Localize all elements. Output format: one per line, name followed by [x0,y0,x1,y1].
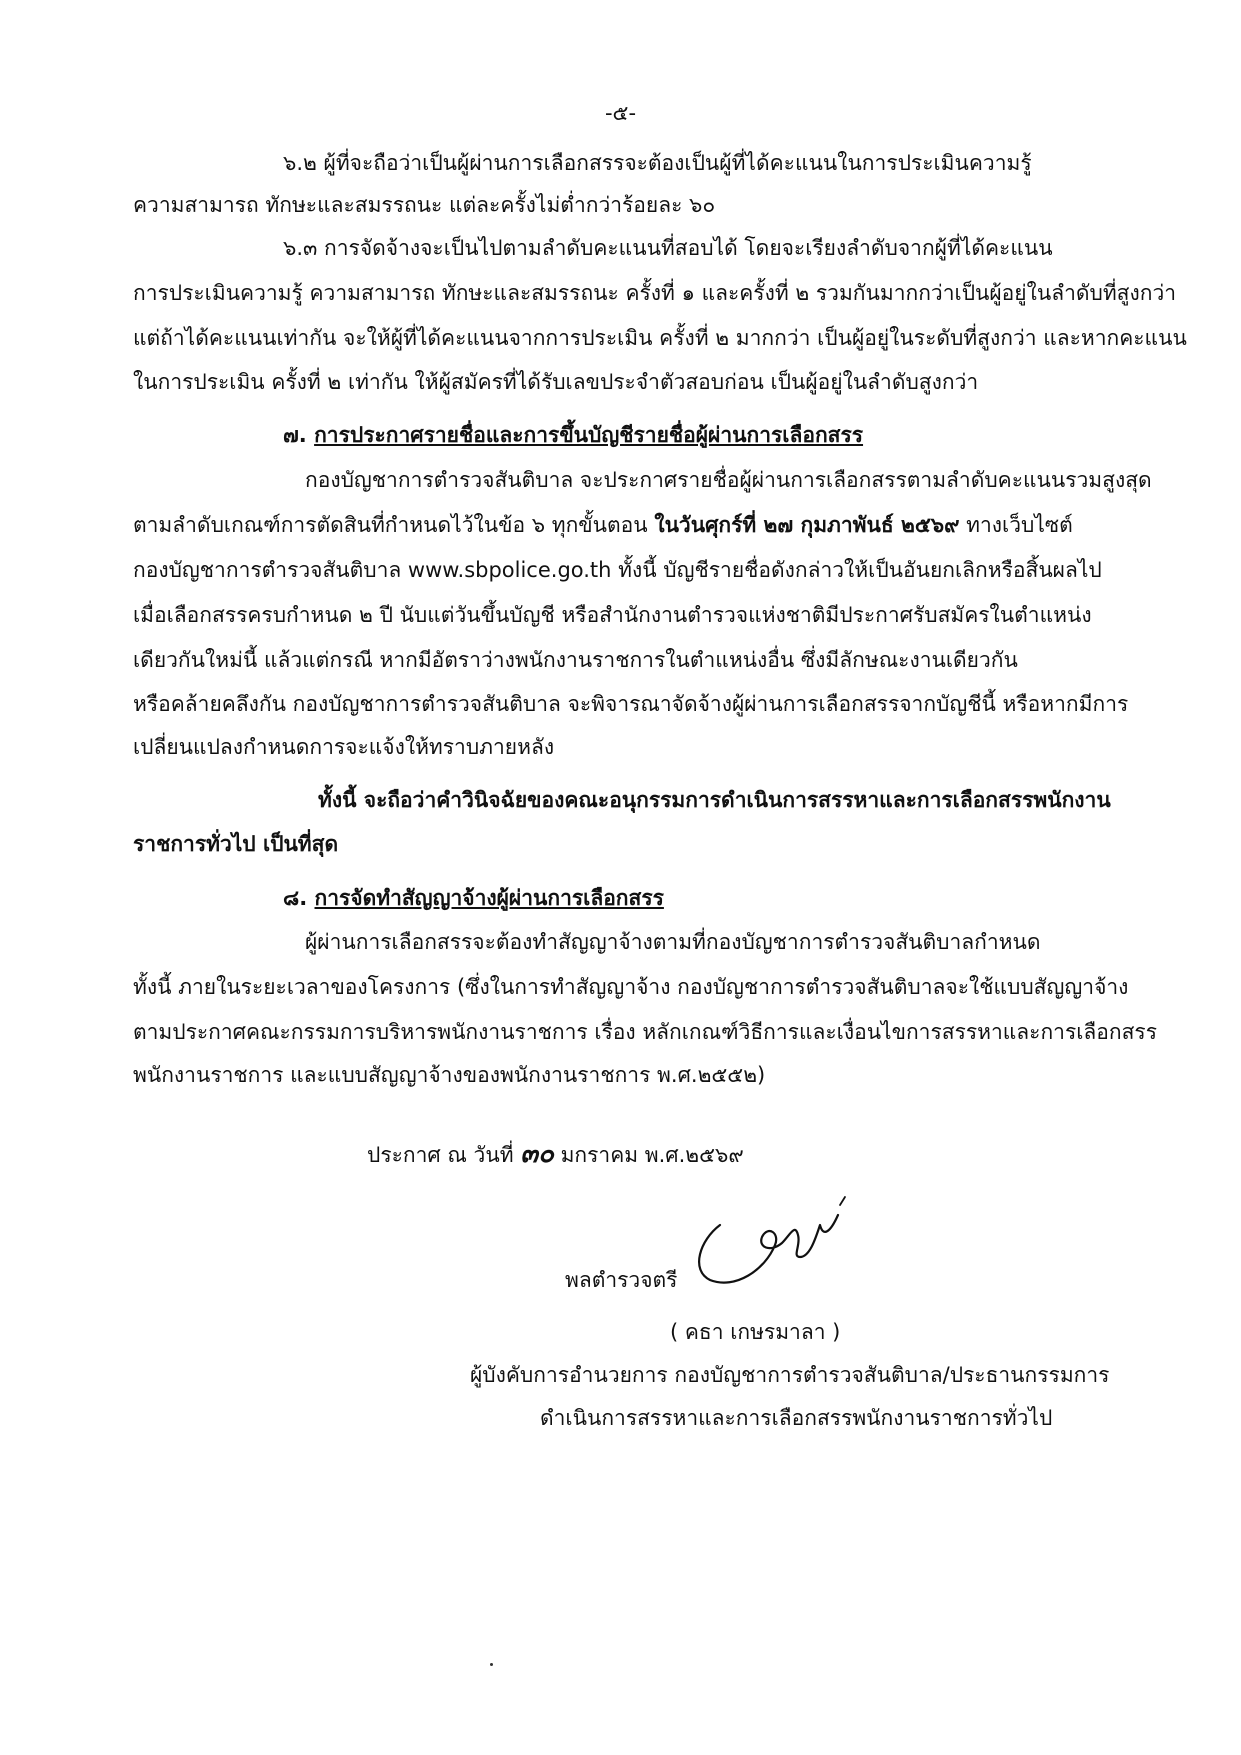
clause-6-3-line-3: แต่ถ้าได้คะแนนเท่ากัน จะให้ผู้ที่ได้คะแนนจากการประเมิน ครั้งที่ ๒ มากกว่า เป็นผู้อยู่ในระดับที่สูงกว่า และหากคะแนน [133,326,1187,350]
announcement-date [367,1139,744,1170]
clause-6-3-line-2: การประเมินความรู้ ความสามารถ ทักษะและสมรรถนะ ครั้งที่ ๑ และครั้งที่ ๒ รวมกันมากกว่าเป็นผู้อยู่ในลำดับที่สูงกว่า [133,281,1177,305]
announcement-date-highlight: ในวันศุกร์ที่ ๒๗ กุมภาพันธ์ ๒๕๖๙ [654,513,960,537]
clause-6-3-line-1: ๖.๓ การจัดจ้างจะเป็นไปตามลำดับคะแนนที่สอบได้ โดยจะเรียงลำดับจากผู้ที่ได้คะแนน [283,236,1053,260]
section-8-title: การจัดทำสัญญาจ้างผู้ผ่านการเลือกสรร [314,886,664,910]
section-7-line-2-a: ตามลำดับเกณฑ์การตัดสินที่กำหนดไว้ในข้อ ๖ ทุกขั้นตอน [133,513,648,537]
section-7-line-5: เดียวกันใหม่นี้ แล้วแต่กรณี หากมีอัตราว่างพนักงานราชการในตำแหน่งอื่น ซึ่งมีลักษณะงานเดียวกัน [133,648,1018,672]
clause-6-2-line-2: ความสามารถ ทักษะและสมรรถนะ แต่ละครั้งไม่ต่ำกว่าร้อยละ ๖๐ [133,193,716,217]
section-8-heading [283,883,664,913]
section-7-line-2 [133,510,1073,540]
section-8-line-1: ผู้ผ่านการเลือกสรรจะต้องทำสัญญาจ้างตามที่กองบัญชาการตำรวจสันติบาลกำหนด [305,930,1041,954]
section-7-number: ๗. [283,423,307,447]
announcement-day-handwritten: ๓๐ [520,1139,554,1169]
signer-rank: พลตำรวจตรี [565,1268,678,1292]
announcement-month-year: มกราคม พ.ศ.๒๕๖๙ [560,1143,744,1167]
section-7-line-3: กองบัญชาการตำรวจสันติบาล www.sbpolice.go.th ทั้งนี้ บัญชีรายชื่อดังกล่าวให้เป็นอันยกเลิกหรือสิ้นผลไป [133,558,1102,582]
announcement-prefix: ประกาศ ณ วันที่ [367,1143,514,1167]
section-7-line-6: หรือคล้ายคลึงกัน กองบัญชาการตำรวจสันติบาล จะพิจารณาจัดจ้างผู้ผ่านการเลือกสรรจากบัญชีนี้ หรือหากมีการ [133,692,1129,716]
section-8-line-3: ตามประกาศคณะกรรมการบริหารพนักงานราชการ เรื่อง หลักเกณฑ์วิธีการและเงื่อนไขการสรรหาและการเลือกสรร [133,1020,1157,1044]
scan-speck [490,1663,493,1666]
signer-position-line-2: ดำเนินการสรรหาและการเลือกสรรพนักงานราชการทั่วไป [540,1406,1053,1430]
section-7-line-1: กองบัญชาการตำรวจสันติบาล จะประกาศรายชื่อผู้ผ่านการเลือกสรรตามลำดับคะแนนรวมสูงสุด [305,468,1152,492]
final-ruling-line-1: ทั้งนี้ จะถือว่าคำวินิจฉัยของคณะอนุกรรมการดำเนินการสรรหาและการเลือกสรรพนักงาน [318,788,1111,812]
section-8-line-4: พนักงานราชการ และแบบสัญญาจ้างของพนักงานราชการ พ.ศ.๒๕๕๒) [133,1063,766,1087]
final-ruling-line-2: ราชการทั่วไป เป็นที่สุด [133,832,339,856]
section-7-line-2-c: ทางเว็บไซต์ [966,513,1073,537]
section-8-line-2: ทั้งนี้ ภายในระยะเวลาของโครงการ (ซึ่งในการทำสัญญาจ้าง กองบัญชาการตำรวจสันติบาลจะใช้แบบสัญญาจ้าง [133,975,1129,999]
section-8-number: ๘. [283,886,308,910]
signer-position-line-1: ผู้บังคับการอำนวยการ กองบัญชาการตำรวจสันติบาล/ประธานกรรมการ [470,1363,1110,1387]
section-7-line-4: เมื่อเลือกสรรครบกำหนด ๒ ปี นับแต่วันขึ้นบัญชี หรือสำนักงานตำรวจแห่งชาติมีประกาศรับสมัครในตำแหน่ง [133,603,1092,627]
signer-name: ( คธา เกษรมาลา ) [670,1320,841,1344]
clause-6-3-line-4: ในการประเมิน ครั้งที่ ๒ เท่ากัน ให้ผู้สมัครที่ได้รับเลขประจำตัวสอบก่อน เป็นผู้อยู่ในลำดับสูงกว่า [133,370,979,394]
page-number: -๕- [604,101,637,125]
clause-6-2-line-1: ๖.๒ ผู้ที่จะถือว่าเป็นผู้ผ่านการเลือกสรรจะต้องเป็นผู้ที่ได้คะแนนในการประเมินความรู้ [283,151,1032,175]
section-7-title: การประกาศรายชื่อและการขึ้นบัญชีรายชื่อผู้ผ่านการเลือกสรร [314,423,864,447]
section-7-heading [283,420,863,450]
handwritten-signature [680,1185,865,1295]
section-7-line-7: เปลี่ยนแปลงกำหนดการจะแจ้งให้ทราบภายหลัง [133,735,555,759]
